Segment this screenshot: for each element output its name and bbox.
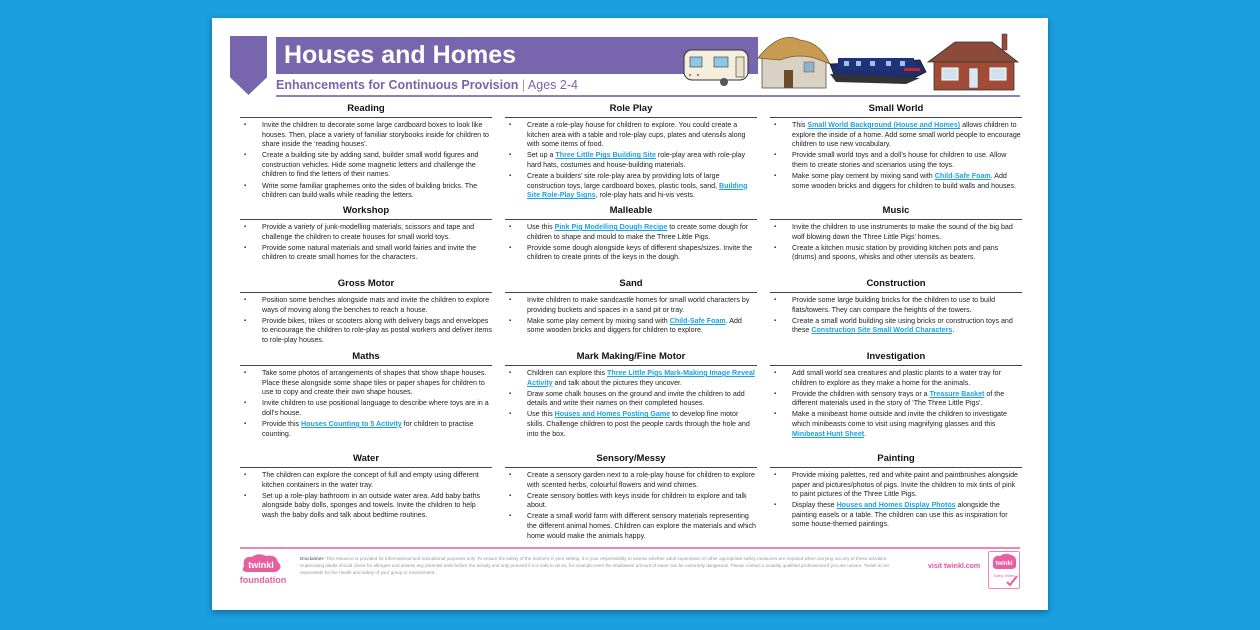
list-item: [770, 501, 1022, 530]
section-heading: Maths: [240, 351, 492, 366]
item-text: allows children to explore the inside of a home. Add some small world people to encourage children to use new vocabulary.: [792, 121, 1021, 149]
list-item: [770, 296, 1022, 315]
section-heading: Construction: [770, 278, 1022, 293]
section-workshop: [240, 205, 492, 264]
disclaimer-text: This resource is provided for informational and educational purposes only. To ensure the safety of the learners in your setting, it is your responsibility to assess whether adult supervision or other appropriate safety measures are required when carrying out any of these activities. Supervising adults should check for allergies and assess any potential risks before the activity and only proceed if it is safe to do so, for example even the shallowest amount of water can be extremely dangerous. Please contact a suitably qualified professional if you are unsure. Twinkl is not responsible for the health and safety of your group or environment.: [300, 556, 889, 575]
item-text: Create a builders’ site role-play area by providing lots of large construction toys, large cardboard boxes, plastic tools, sand,: [527, 171, 720, 190]
list-item: [240, 151, 492, 180]
list-item: [240, 296, 492, 315]
item-text: Provide a variety of junk-modelling materials, scissors and tape and challenge the children to create houses for small world toys.: [262, 223, 475, 241]
item-text: Invite the children to use instruments to make the sound of the big bad wolf blowing down the Three Little Pigs’ homes.: [792, 223, 1013, 241]
item-text: Make a minibeast home outside and invite the children to investigate which minibeasts come to visit using magnifying glasses and this: [792, 410, 1007, 428]
activity-list: [505, 471, 757, 541]
visit-twinkl-link[interactable]: visit twinkl.com: [928, 563, 981, 570]
list-item: [770, 410, 1022, 439]
section-reading: [240, 103, 492, 202]
list-item: [505, 390, 757, 409]
list-item: [505, 296, 757, 315]
section-music: [770, 205, 1022, 264]
item-text: Invite the children to decorate some large cardboard boxes to look like houses. Then, place a variety of familiar storybooks inside for children to share inside the ‘reading houses’.: [262, 121, 489, 149]
item-text: .: [952, 326, 955, 335]
item-text: for children to practise counting.: [262, 419, 474, 438]
item-text: Create a small world building site using bricks or construction toys and these: [792, 316, 1013, 335]
document-page: [212, 18, 1048, 610]
list-item: [505, 369, 757, 388]
age-range: Ages 2-4: [527, 78, 578, 92]
list-item: [770, 317, 1022, 336]
svg-text:Safety Tested: Safety Tested: [993, 574, 1015, 578]
list-item: [505, 317, 757, 336]
item-text: Make some play cement by mixing sand with: [792, 171, 935, 180]
activity-list: [240, 296, 492, 345]
item-text: Make some play cement by mixing sand with: [527, 316, 670, 325]
section-mark-making-fine-motor: [505, 351, 757, 441]
item-text: Create a kitchen music station by providing kitchen pots and pans (drums) and spoons, whisks and other utensils as beaters.: [792, 243, 999, 262]
item-text: Provide some dough alongside keys of different shapes/sizes. Invite the children to create prints of the keys in the dough.: [527, 243, 753, 262]
list-item: [240, 420, 492, 439]
item-text: Set up a role-play bathroom in an outside water area. Add baby baths alongside baby dolls, sponges and towels. Invite the children to help wash the baby dolls and talk about bedtime routines.: [262, 491, 481, 519]
resource-link[interactable]: Child-Safe Foam: [934, 171, 991, 180]
activity-list: [505, 296, 757, 336]
item-text: . Add some wooden bricks and diggers for children to build walls and houses.: [792, 171, 1016, 190]
item-text: of the different materials used in the story of ‘The Three Little Pigs’.: [792, 389, 1005, 408]
activity-list: [505, 223, 757, 263]
list-item: [240, 121, 492, 150]
item-text: Provide some large building bricks for the children to use to build flats/towers. They can compare the heights of the towers.: [792, 296, 996, 314]
list-item: [770, 172, 1022, 191]
resource-link[interactable]: Houses Counting to 5 Activity: [301, 419, 402, 428]
list-item: [240, 223, 492, 242]
safety-tested-badge: [988, 551, 1020, 589]
item-text: Provide the children with sensory trays or a: [792, 389, 930, 398]
list-item: [240, 317, 492, 346]
disclaimer-label: Disclaimer:: [300, 556, 325, 561]
list-item: [770, 471, 1022, 500]
item-text: Create sensory bottles with keys inside for children to explore and talk about.: [527, 491, 747, 510]
item-text: to develop fine motor skills. Challenge children to post the people cards through the hole and into the box.: [527, 410, 750, 438]
section-heading: Gross Motor: [240, 278, 492, 293]
activity-list: [240, 121, 492, 201]
list-item: [770, 223, 1022, 242]
resource-link[interactable]: Minibeast Hunt Sheet: [792, 429, 865, 438]
list-item: [240, 492, 492, 521]
list-item: [240, 182, 492, 201]
activity-list: [770, 471, 1022, 530]
section-heading: Role Play: [505, 103, 757, 118]
section-heading: Sand: [505, 278, 757, 293]
activity-list: [770, 296, 1022, 336]
narrowboat-image: [830, 58, 926, 84]
list-item: [770, 121, 1022, 150]
section-sand: [505, 278, 757, 337]
item-text: Position some benches alongside mats and invite the children to explore ways of moving along the benches to reach a house.: [262, 296, 490, 314]
list-item: [505, 471, 757, 490]
item-text: Draw some chalk houses on the ground and invite the children to add details and write their names on their completed houses.: [527, 389, 745, 408]
item-text: Create a role-play house for children to explore. You could create a kitchen area with a table and role-play cups, plates and utensils along with some items of food.: [527, 121, 746, 149]
section-heading: Malleable: [505, 205, 757, 220]
list-item: [505, 492, 757, 511]
list-item: [505, 244, 757, 263]
item-text: .: [864, 429, 867, 438]
section-malleable: [505, 205, 757, 264]
header-illustrations: [680, 30, 1020, 94]
section-investigation: [770, 351, 1022, 441]
item-text: Create a sensory garden next to a role-play house for children to explore with scented herbs, colourful flowers and wind chimes.: [527, 471, 755, 489]
resource-link[interactable]: Child-Safe Foam: [669, 316, 726, 325]
section-painting: [770, 453, 1022, 532]
item-text: Children can explore this: [527, 369, 608, 377]
item-text: Create a building site by adding sand, builder small world figures and construction vehicles. Hide some magnetic letters and challenge the children to find the letters of their names.: [262, 151, 479, 179]
item-text: to create some dough for children to shape and mould to make the Three Little Pigs.: [527, 223, 749, 241]
section-small-world: [770, 103, 1022, 193]
item-text: , role-play hats and hi-vis vests.: [595, 191, 695, 200]
activity-list: [240, 471, 492, 520]
resource-link[interactable]: Small World Background (House and Homes): [807, 121, 961, 129]
item-text: alongside the painting easels or a table. The children can use this as inspiration for some house-themed paintings.: [792, 501, 1008, 529]
activity-list: [770, 121, 1022, 191]
svg-text:twinkl: twinkl: [248, 560, 274, 570]
list-item: [240, 369, 492, 398]
item-text: role-play area with role-play hard hats, costumes and house-building materials.: [527, 151, 746, 169]
activity-list: [240, 369, 492, 439]
list-item: [505, 172, 757, 201]
item-text: Take some photos of arrangements of shapes that show shape houses. Place these alongside some shape tiles or paper shapes for children to use to copy and create their own shape houses.: [262, 369, 487, 397]
pennant-decoration: [230, 36, 267, 95]
list-item: [505, 410, 757, 439]
list-item: [505, 223, 757, 242]
item-text: Write some familiar graphemes onto the sides of building bricks. The children can build walls while reading the letters.: [262, 181, 478, 200]
item-text: Provide mixing palettes, red and white paint and paintbrushes alongside paper and pictures/photos of pigs. Invite the children to mix tints of pink to paint pictures of the Three Little Pigs.: [792, 471, 1018, 499]
section-maths: [240, 351, 492, 441]
item-text: Use this: [527, 223, 555, 231]
disclaimer: [300, 555, 912, 576]
item-text: Provide small world toys and a doll’s house for children to use. Allow them to create stories and scenarios using the toys.: [792, 151, 1007, 169]
list-item: [505, 512, 757, 541]
section-heading: Investigation: [770, 351, 1022, 366]
resource-link[interactable]: Pink Pig Modelling Dough Recipe: [554, 223, 668, 231]
item-text: Add small world sea creatures and plastic plants to a water tray for children to explore as they make a home for the animals.: [792, 369, 1001, 387]
header-divider: [276, 95, 1020, 97]
item-text: Provide this: [262, 419, 302, 428]
twinkl-foundation-logo: [238, 552, 288, 586]
list-item: [770, 151, 1022, 170]
item-text: Create a small world farm with different sensory materials representing the different animal homes. Children can explore the materials and which home would make the animals happy.: [527, 512, 756, 540]
resource-link[interactable]: Treasure Basket: [929, 389, 985, 398]
resource-link[interactable]: Houses and Homes Posting Game: [554, 410, 671, 419]
bungalow-image: [928, 34, 1018, 90]
caravan-image: [684, 50, 748, 86]
section-water: [240, 453, 492, 522]
list-item: [240, 399, 492, 418]
list-item: [505, 121, 757, 150]
activity-list: [770, 369, 1022, 439]
svg-text:foundation: foundation: [239, 575, 287, 585]
item-text: Set up a: [527, 151, 556, 160]
item-text: Invite children to use positional language to describe where toys are in a doll’s house.: [262, 399, 489, 417]
section-role-play: [505, 103, 757, 202]
page-title: Houses and Homes: [284, 41, 517, 69]
section-heading: Painting: [770, 453, 1022, 468]
section-heading: Water: [240, 453, 492, 468]
resource-link[interactable]: Three Little Pigs Mark-Making Image Reveal Activity: [527, 369, 755, 387]
section-heading: Music: [770, 205, 1022, 220]
section-construction: [770, 278, 1022, 337]
item-text: The children can explore the concept of full and empty using different kitchen containers in the water tray.: [262, 471, 479, 489]
list-item: [770, 390, 1022, 409]
activity-list: [505, 369, 757, 439]
item-text: Provide some natural materials and small world fairies and invite the children to create small homes for the characters.: [262, 243, 477, 262]
activity-list: [240, 223, 492, 263]
svg-text:twinkl: twinkl: [995, 561, 1013, 567]
section-heading: Small World: [770, 103, 1022, 118]
subtitle-separator: |: [521, 78, 526, 92]
item-text: Invite children to make sandcastle homes for small world characters by providing buckets and spaces in a sand pit or tray.: [527, 296, 750, 314]
thatched-cottage-image: [758, 37, 830, 88]
section-heading: Workshop: [240, 205, 492, 220]
resource-link[interactable]: Building Site Role-Play Signs: [527, 181, 748, 200]
section-gross-motor: [240, 278, 492, 347]
section-heading: Reading: [240, 103, 492, 118]
list-item: [240, 471, 492, 490]
item-text: Display these: [792, 501, 837, 510]
section-heading: Mark Making/Fine Motor: [505, 351, 757, 366]
activity-list: [770, 223, 1022, 263]
subtitle-text: Enhancements for Continuous Provision: [276, 78, 519, 92]
activity-list: [505, 121, 757, 201]
section-sensory-messy: [505, 453, 757, 543]
resource-link[interactable]: Three Little Pigs Building Site: [555, 151, 656, 160]
list-item: [770, 244, 1022, 263]
item-text: . Add some wooden bricks and diggers for children to explore.: [527, 316, 742, 335]
item-text: Use this: [527, 410, 555, 419]
item-text: This: [792, 121, 808, 129]
resource-link[interactable]: Houses and Homes Display Photos: [836, 501, 956, 510]
list-item: [770, 369, 1022, 388]
resource-link[interactable]: Construction Site Small World Characters: [811, 326, 953, 335]
list-item: [505, 151, 757, 170]
section-heading: Sensory/Messy: [505, 453, 757, 468]
list-item: [240, 244, 492, 263]
page-subtitle: [276, 78, 578, 92]
footer-divider: [240, 547, 1020, 549]
item-text: and talk about the pictures they uncover.: [552, 378, 682, 387]
item-text: Provide bikes, trikes or scooters along with delivery bags and envelopes to encourage the children to role-play as postal workers and deliver items to role-play houses.: [262, 316, 492, 344]
